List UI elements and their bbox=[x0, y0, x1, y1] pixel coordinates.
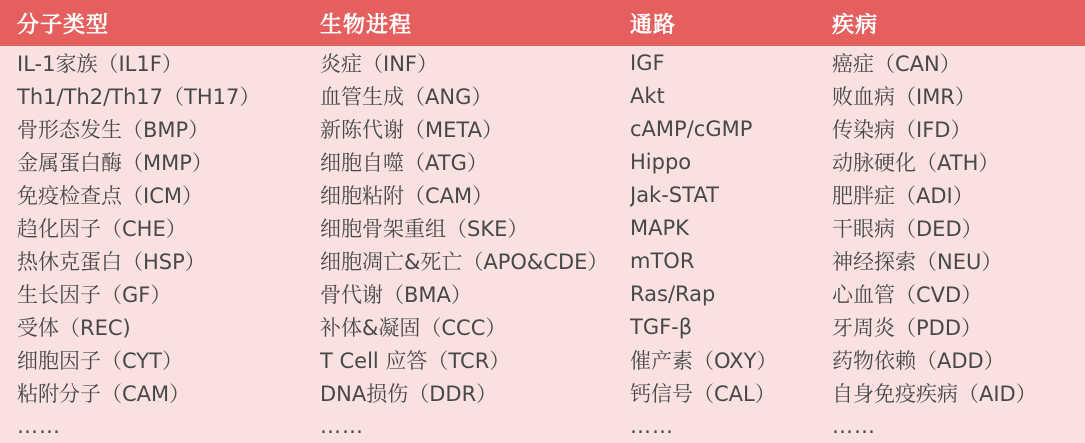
table-cell: 新陈代谢（META） bbox=[320, 117, 503, 142]
table-cell: 细胞自噬（ATG） bbox=[320, 150, 488, 175]
table-cell: DNA损伤（DDR） bbox=[320, 382, 498, 407]
table-cell: 趋化因子（CHE） bbox=[17, 216, 187, 241]
table-cell: 催产素（OXY） bbox=[630, 349, 778, 374]
table-cell: 药物依赖（ADD） bbox=[832, 349, 1005, 374]
table-cell: Akt bbox=[630, 83, 665, 108]
table-cell: 肥胖症（ADI） bbox=[832, 183, 974, 208]
table-cell: 钙信号（CAL） bbox=[630, 382, 776, 407]
table-cell: 传染病（IFD） bbox=[832, 117, 972, 142]
table-cell: 补体&凝固（CCC） bbox=[320, 316, 507, 341]
table-cell: 神经探索（NEU） bbox=[832, 250, 1003, 275]
table-cell: 细胞骨架重组（SKE） bbox=[320, 216, 529, 241]
column-header-pathway: 通路 bbox=[630, 0, 832, 46]
table-cell: 干眼病（DED） bbox=[832, 216, 983, 241]
table-cell: cAMP/cGMP bbox=[630, 116, 753, 141]
table-cell: 血管生成（ANG） bbox=[320, 84, 493, 109]
table-cell: 骨形态发生（BMP） bbox=[17, 117, 210, 142]
table-cell: 动脉硬化（ATH） bbox=[832, 150, 1000, 175]
table-cell: Th1/Th2/Th17（TH17） bbox=[17, 84, 261, 109]
table-cell: Ras/Rap bbox=[630, 282, 716, 307]
table-cell: 自身免疫疾病（AID） bbox=[832, 382, 1037, 407]
table-cell: mTOR bbox=[630, 249, 695, 274]
table-cell: Jak-STAT bbox=[630, 182, 719, 207]
table-cell: 热休克蛋白（HSP） bbox=[17, 250, 206, 275]
table-cell: 细胞粘附（CAM） bbox=[320, 183, 494, 208]
ellipsis-cell: …… bbox=[17, 414, 61, 439]
ellipsis-cell: …… bbox=[320, 414, 364, 439]
table-cell: 受体（REC) bbox=[17, 316, 131, 341]
table-cell: 炎症（INF） bbox=[320, 51, 438, 76]
table-cell: 粘附分子（CAM） bbox=[17, 382, 191, 407]
table-cell: 骨代谢（BMA） bbox=[320, 283, 472, 308]
column-header-biological-process: 生物进程 bbox=[320, 0, 630, 46]
table-cell: IGF bbox=[630, 50, 665, 75]
table-cell: MAPK bbox=[630, 215, 689, 240]
table-cell: TGF-β bbox=[630, 315, 693, 340]
table-cell: 败血病（IMR） bbox=[832, 84, 976, 109]
table-cell: IL-1家族（IL1F） bbox=[17, 51, 183, 76]
table-cell: 金属蛋白酶（MMP） bbox=[17, 150, 213, 175]
table-cell: 细胞凋亡&死亡（APO&CDE） bbox=[320, 250, 609, 275]
table-cell: T Cell 应答（TCR） bbox=[320, 349, 511, 374]
table-cell: 心血管（CVD） bbox=[832, 283, 983, 308]
table-cell: Hippo bbox=[630, 149, 692, 174]
table-cell: 免疫检查点（ICM） bbox=[17, 183, 203, 208]
table-cell: 牙周炎（PDD） bbox=[832, 316, 983, 341]
ellipsis-cell: …… bbox=[630, 414, 674, 439]
column-header-molecule-type: 分子类型 bbox=[0, 0, 320, 46]
table-cell: 癌症（CAN） bbox=[832, 51, 961, 76]
column-header-disease: 疾病 bbox=[832, 0, 1085, 46]
table-cell: 生长因子（GF） bbox=[17, 283, 172, 308]
ellipsis-cell: …… bbox=[832, 414, 876, 439]
table-cell: 细胞因子（CYT） bbox=[17, 349, 183, 374]
